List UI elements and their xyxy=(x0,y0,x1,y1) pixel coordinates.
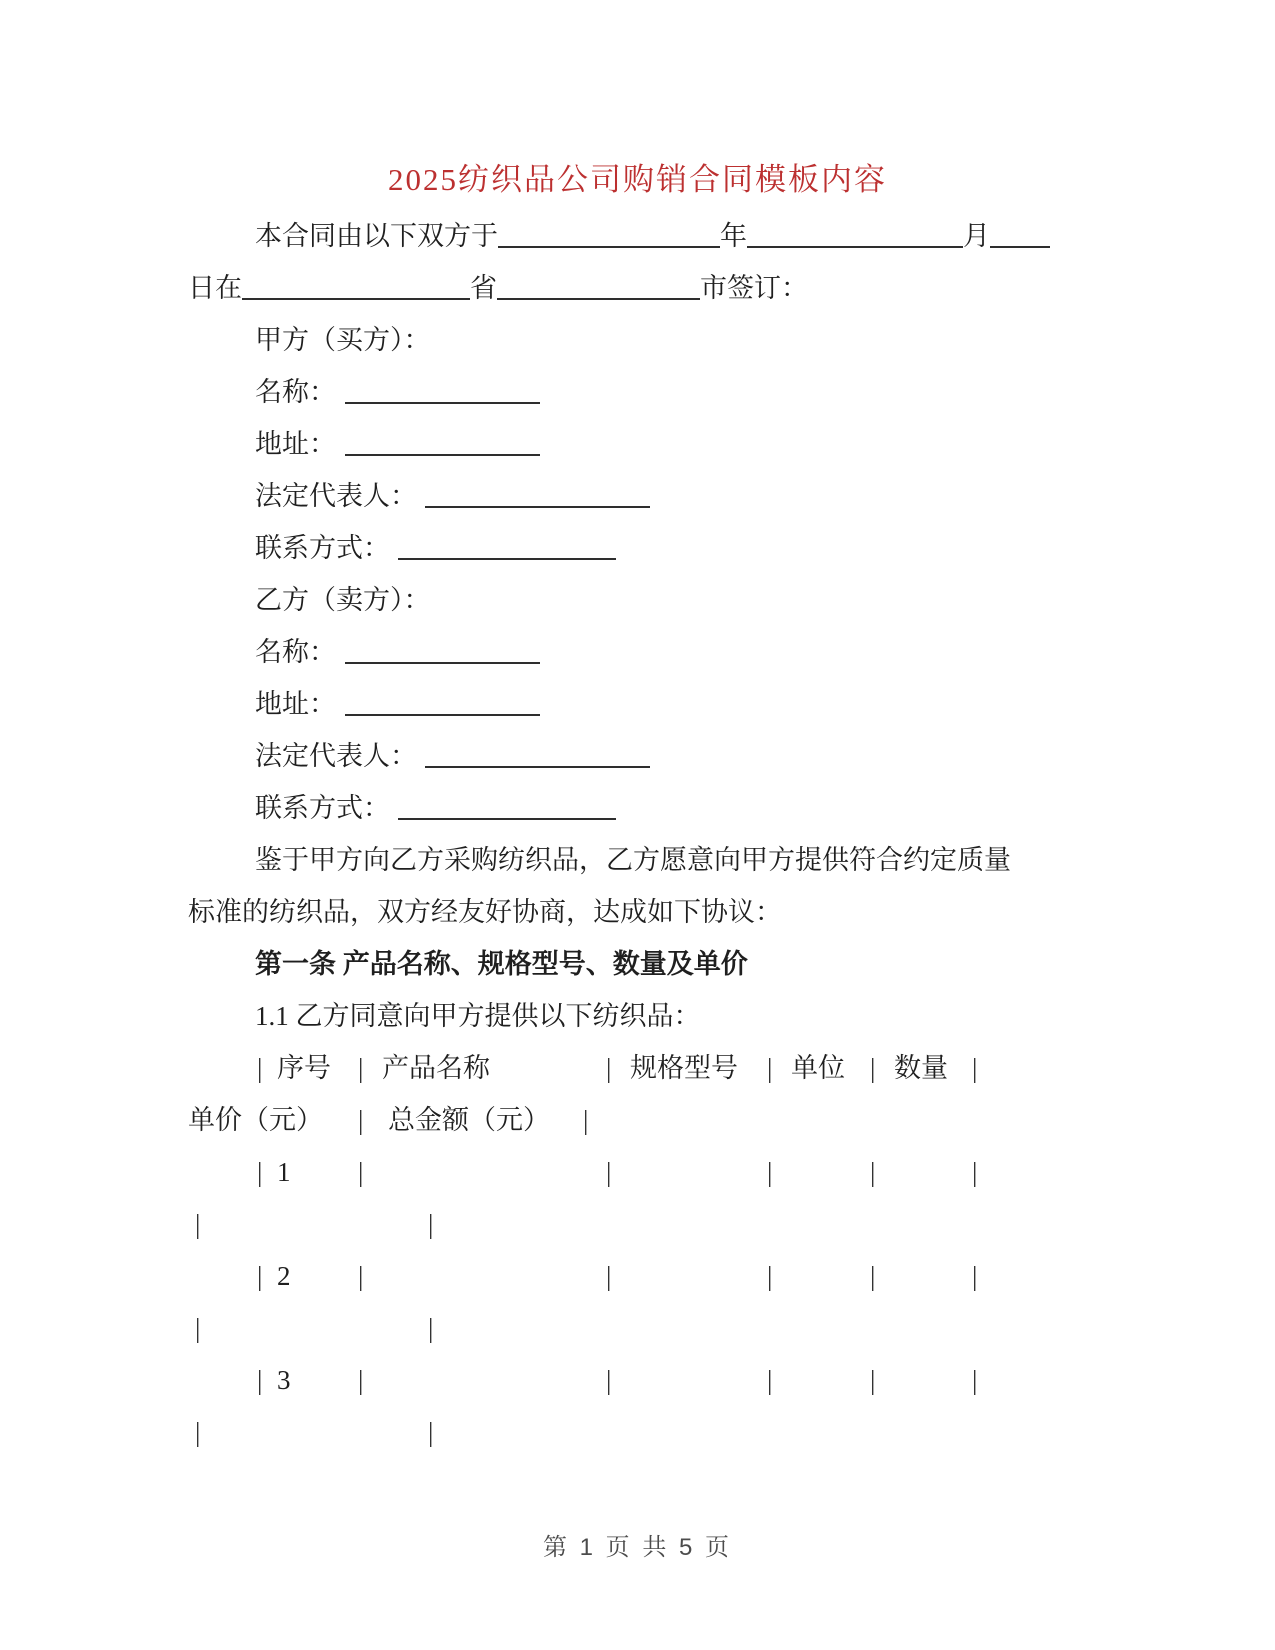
table-pipe: | xyxy=(606,1261,612,1291)
table-row-continuation xyxy=(0,1302,1275,1354)
blank-field-party-a-legal-rep xyxy=(425,506,650,508)
intro-line-2-text: 日在 xyxy=(188,273,242,303)
col-header-unit-price: 单价（元） xyxy=(188,1105,323,1135)
table-pipe: | xyxy=(257,1365,263,1395)
table-pipe: | xyxy=(870,1261,876,1291)
recital-line-2 xyxy=(0,886,1275,938)
table-pipe: | xyxy=(195,1313,201,1343)
table-pipe: | xyxy=(428,1209,434,1239)
blank-field-date-month xyxy=(747,246,963,248)
table-pipe: | xyxy=(358,1261,364,1291)
table-pipe: | xyxy=(257,1261,263,1291)
table-pipe: | xyxy=(870,1157,876,1187)
party-a-contact-line xyxy=(0,522,1275,574)
document-title: 2025纺织品公司购销合同模板内容 xyxy=(388,162,887,197)
blank-field-province xyxy=(242,298,470,300)
table-pipe: | xyxy=(972,1157,978,1187)
page-footer: 第 1 页 共 5 页 xyxy=(542,1534,733,1561)
blank-field-party-b-address xyxy=(345,714,540,716)
table-row-continuation xyxy=(0,1406,1275,1458)
table-pipe: | xyxy=(606,1365,612,1395)
blank-field-party-a-name xyxy=(345,402,540,404)
clause-1-1 xyxy=(0,990,1275,1042)
table-pipe: | xyxy=(358,1157,364,1187)
province-label: 省 xyxy=(470,273,497,303)
party-a-heading-text: 甲方（买方）： xyxy=(255,325,431,355)
article-1-heading xyxy=(0,938,1275,990)
party-b-legal-rep-label: 法定代表人： xyxy=(255,741,417,771)
party-a-address-label: 地址： xyxy=(255,429,336,459)
table-pipe: | xyxy=(870,1365,876,1395)
party-a-heading xyxy=(0,314,1275,366)
party-b-heading xyxy=(0,574,1275,626)
party-b-legal-rep-line xyxy=(0,730,1275,782)
blank-field-party-b-legal-rep xyxy=(425,766,650,768)
col-header-product: 产品名称 xyxy=(382,1053,490,1083)
table-row xyxy=(0,1146,1275,1198)
table-pipe: | xyxy=(257,1053,263,1083)
row-seq-value: 3 xyxy=(277,1365,291,1395)
party-a-legal-rep-label: 法定代表人： xyxy=(255,481,417,511)
party-b-name-line xyxy=(0,626,1275,678)
table-pipe: | xyxy=(972,1053,978,1083)
table-pipe: | xyxy=(195,1417,201,1447)
table-pipe: | xyxy=(358,1105,364,1135)
party-b-heading-text: 乙方（卖方）： xyxy=(255,585,431,615)
table-header-line-2 xyxy=(0,1094,1275,1146)
party-a-legal-rep-line xyxy=(0,470,1275,522)
recital-line-1-text: 鉴于甲方向乙方采购纺织品，乙方愿意向甲方提供符合约定质量 xyxy=(255,845,1011,875)
blank-field-date-year xyxy=(498,246,720,248)
table-pipe: | xyxy=(767,1157,773,1187)
sign-suffix-label: 市签订： xyxy=(700,273,808,303)
blank-field-party-a-contact xyxy=(398,558,616,560)
intro-line-2 xyxy=(0,262,1275,314)
row-seq-value: 1 xyxy=(277,1157,291,1187)
col-header-spec: 规格型号 xyxy=(630,1053,738,1083)
table-row xyxy=(0,1354,1275,1406)
party-a-contact-label: 联系方式： xyxy=(255,533,390,563)
table-pipe: | xyxy=(583,1105,589,1135)
blank-field-party-a-address xyxy=(345,454,540,456)
table-row-continuation xyxy=(0,1198,1275,1250)
table-pipe: | xyxy=(767,1365,773,1395)
col-header-total: 总金额（元） xyxy=(388,1105,550,1135)
blank-field-party-b-name xyxy=(345,662,540,664)
col-header-qty: 数量 xyxy=(894,1053,948,1083)
blank-field-date-day xyxy=(990,246,1050,248)
table-header-line-1 xyxy=(0,1042,1275,1094)
blank-field-city xyxy=(497,298,700,300)
table-row xyxy=(0,1250,1275,1302)
table-pipe: | xyxy=(972,1365,978,1395)
party-b-name-label: 名称： xyxy=(255,637,336,667)
table-pipe: | xyxy=(257,1157,263,1187)
intro-line-1-text: 本合同由以下双方于 xyxy=(255,221,498,251)
month-label: 月 xyxy=(963,221,990,251)
recital-line-1 xyxy=(0,834,1275,886)
table-pipe: | xyxy=(358,1053,364,1083)
party-a-name-label: 名称： xyxy=(255,377,336,407)
intro-line-1 xyxy=(0,210,1275,262)
recital-line-2-text: 标准的纺织品，双方经友好协商，达成如下协议： xyxy=(188,897,782,927)
table-pipe: | xyxy=(606,1157,612,1187)
table-pipe: | xyxy=(972,1261,978,1291)
table-pipe: | xyxy=(606,1053,612,1083)
table-pipe: | xyxy=(195,1209,201,1239)
table-pipe: | xyxy=(358,1365,364,1395)
col-header-unit: 单位 xyxy=(791,1053,845,1083)
clause-1-1-text: 1.1 乙方同意向甲方提供以下纺织品： xyxy=(255,1001,701,1031)
table-pipe: | xyxy=(767,1053,773,1083)
party-b-address-label: 地址： xyxy=(255,689,336,719)
col-header-seq: 序号 xyxy=(277,1053,331,1083)
party-a-address-line xyxy=(0,418,1275,470)
row-seq-value: 2 xyxy=(277,1261,291,1291)
blank-field-party-b-contact xyxy=(398,818,616,820)
party-a-name-line xyxy=(0,366,1275,418)
table-pipe: | xyxy=(870,1053,876,1083)
table-pipe: | xyxy=(428,1313,434,1343)
party-b-contact-line xyxy=(0,782,1275,834)
table-pipe: | xyxy=(428,1417,434,1447)
year-label: 年 xyxy=(720,221,747,251)
table-pipe: | xyxy=(767,1261,773,1291)
party-b-address-line xyxy=(0,678,1275,730)
party-b-contact-label: 联系方式： xyxy=(255,793,390,823)
article-1-heading-text: 第一条 产品名称、规格型号、数量及单价 xyxy=(255,949,748,979)
